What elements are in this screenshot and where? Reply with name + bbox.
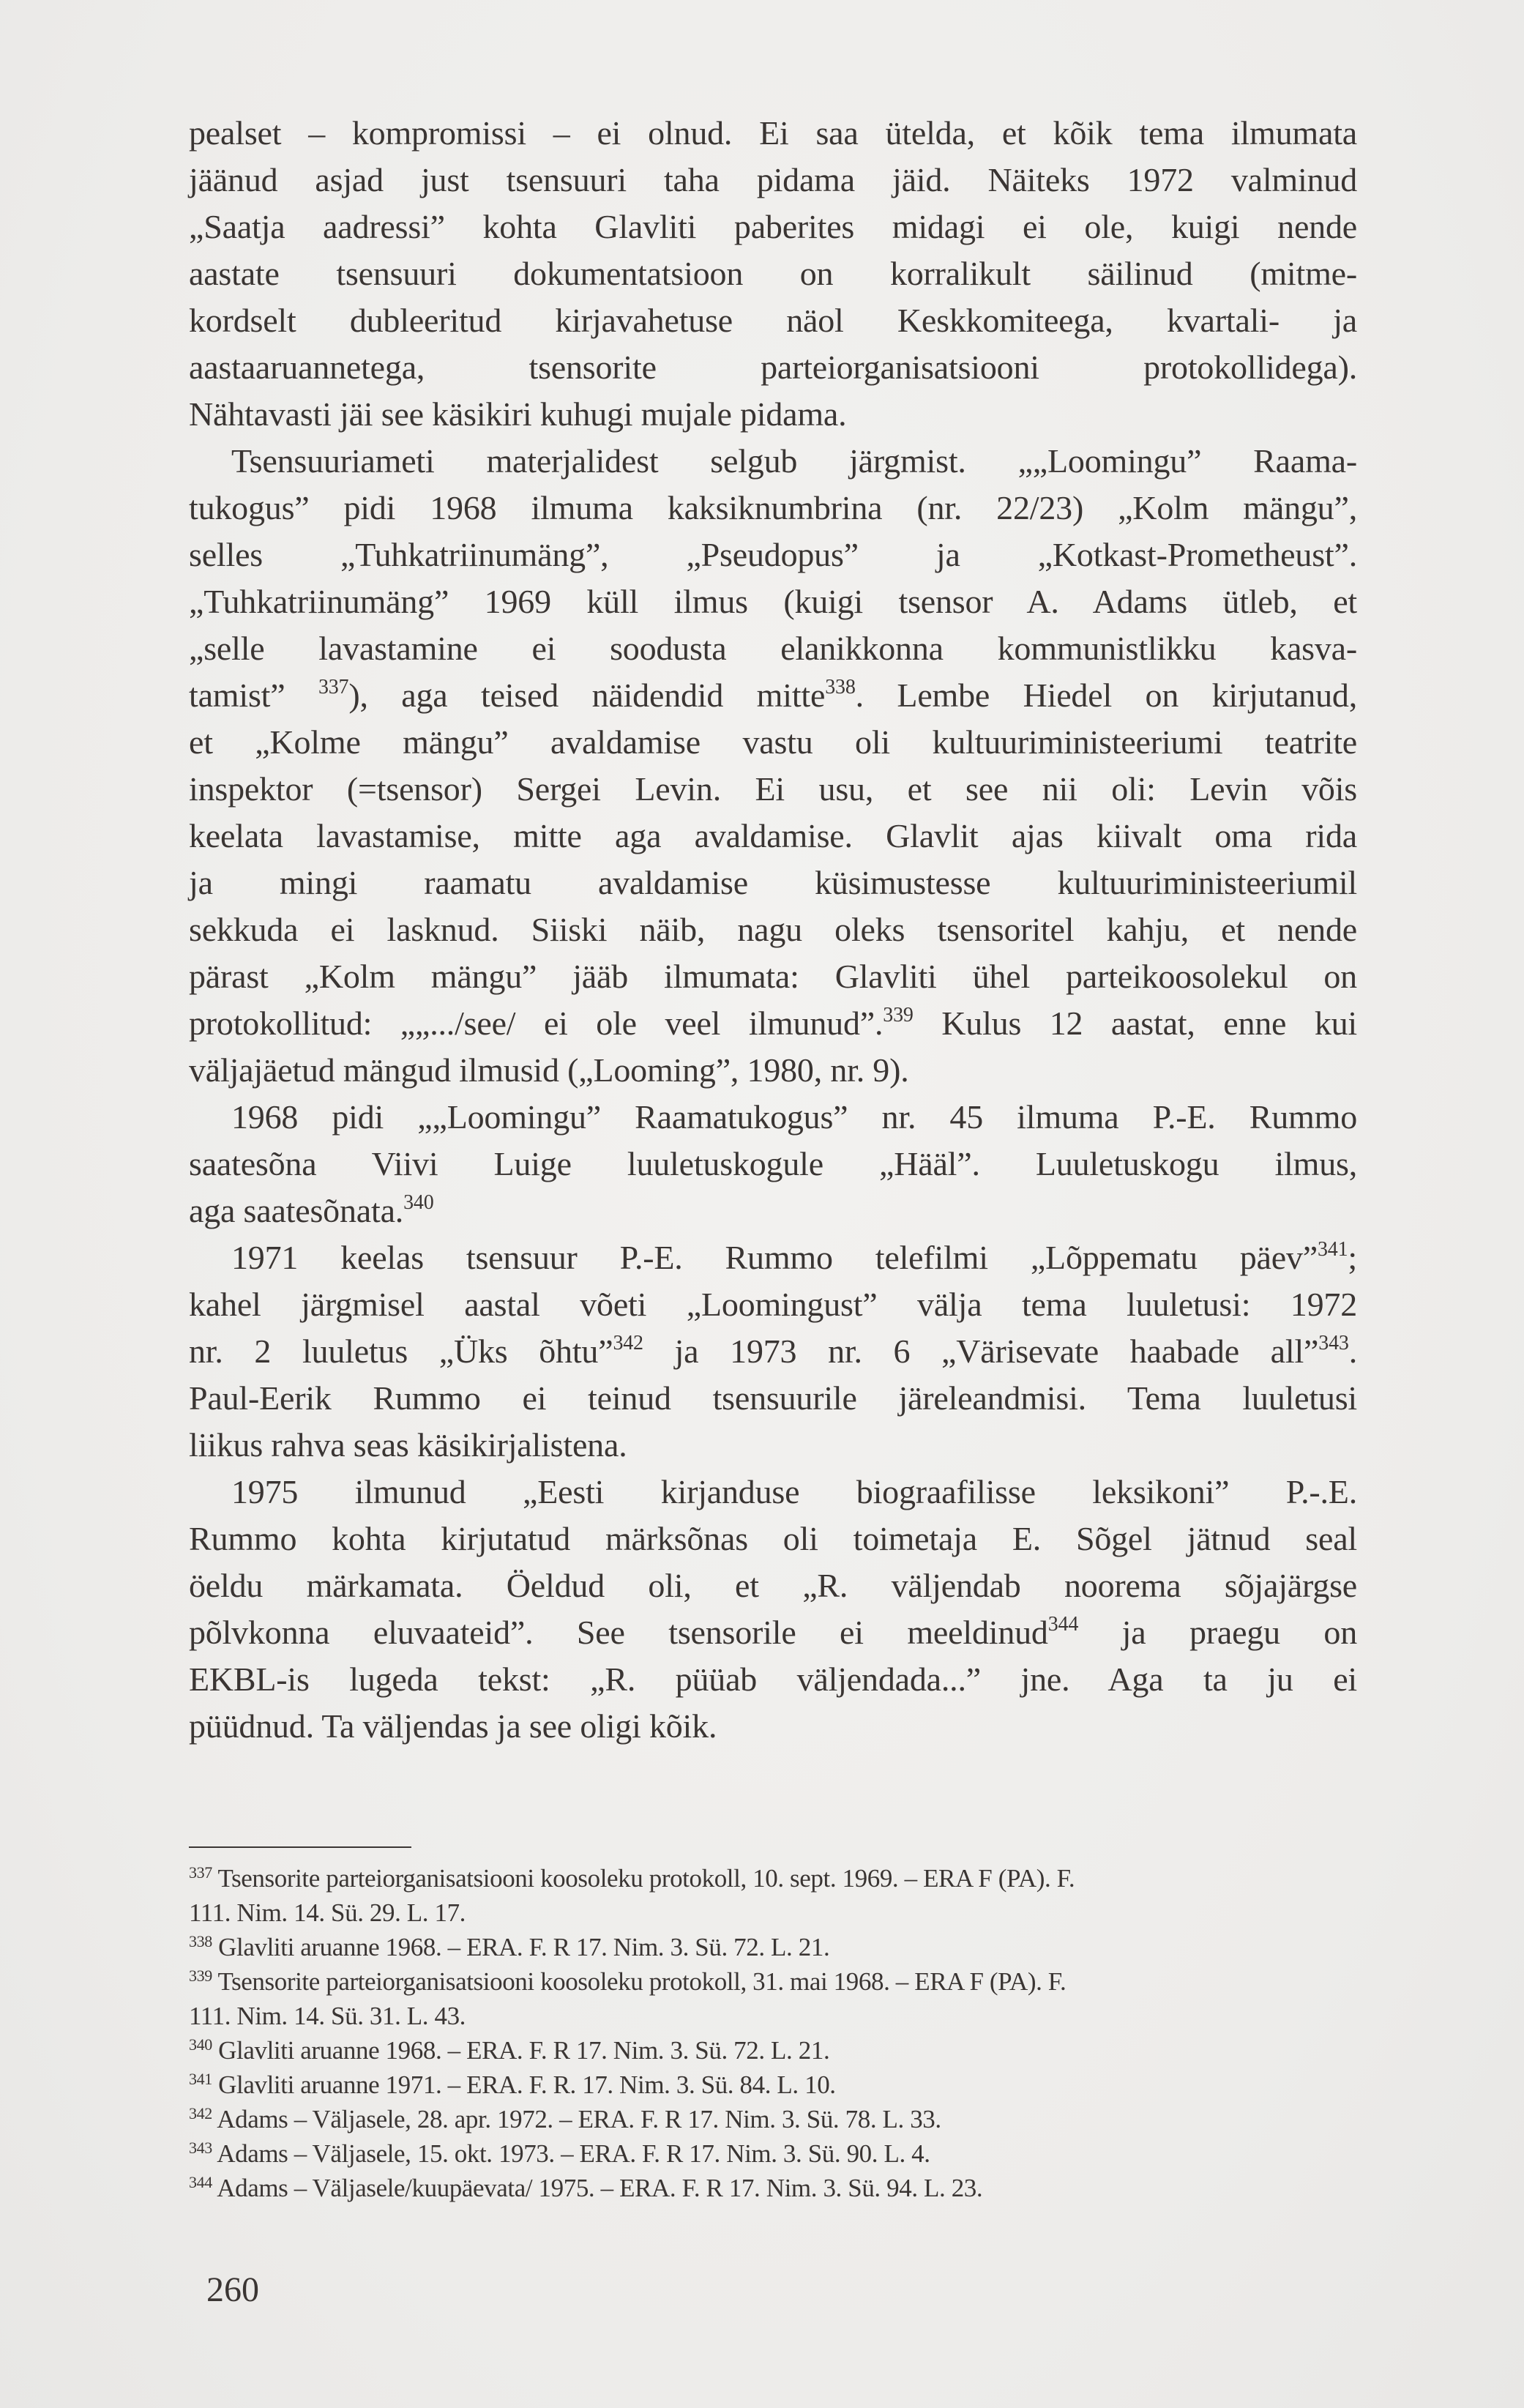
footnote-text: Adams – Väljasele/kuupäevata/ 1975. – ERA. F. R 17. Nim. 3. Sü. 94. L. 23.: [217, 2174, 983, 2202]
footnote: [189, 1964, 1357, 2033]
text-run: Kulus 12 aastat, enne kui: [913, 1004, 1357, 1042]
text-run: väljajäetud mängud ilmusid („Looming”, 1980, nr. 9).: [189, 1051, 909, 1089]
text-run: „Tuhkatriinumäng” 1969 küll ilmus (kuigi tsensor A. Adams ütleb, et: [189, 583, 1357, 620]
body-text: [189, 110, 1357, 1750]
text-run: sekkuda ei lasknud. Siiski näib, nagu oleks tsensoritel kahju, et nende: [189, 911, 1357, 948]
footnote-reference[interactable]: 338: [825, 676, 856, 698]
text-run: protokollitud: „„.../see/ ei ole veel ilmunud”.: [189, 1004, 884, 1042]
text-line: [189, 625, 1357, 672]
text-run: ), aga teised näidendid mitte: [348, 676, 826, 714]
footnote-reference[interactable]: 339: [883, 1004, 914, 1026]
text-run: EKBL-is lugeda tekst: „R. püüab väljendada...” jne. Aga ta ju ei: [189, 1660, 1357, 1698]
footnote-line: [189, 1861, 1357, 1896]
text-line: [189, 1375, 1357, 1422]
text-run: Rummo kohta kirjutatud märksõnas oli toimetaja E. Sõgel jätnud seal: [189, 1520, 1357, 1557]
text-run: ja mingi raamatu avaldamise küsimustesse kultuuriministeeriumil: [189, 864, 1357, 901]
text-run: . Lembe Hiedel on kirjutanud,: [855, 676, 1357, 714]
footnote: [189, 2171, 1357, 2205]
text-run: pärast „Kolm mängu” jääb ilmumata: Glavliti ühel parteikoosolekul on: [189, 958, 1357, 995]
text-line: [189, 1703, 1357, 1750]
text-run: Tsensuuriameti materjalidest selgub järgmist. „„Loomingu” Raama-: [231, 442, 1357, 480]
footnote-number: 340: [189, 2035, 212, 2054]
footnote-separator-rule: [189, 1846, 411, 1848]
text-run: .: [1348, 1332, 1357, 1370]
text-run: selles „Tuhkatriinumäng”, „Pseudopus” ja „Kotkast-Prometheust”.: [189, 536, 1357, 573]
text-line: [189, 110, 1357, 157]
text-run: ;: [1348, 1239, 1357, 1276]
paragraph: [189, 1469, 1357, 1750]
footnote-reference[interactable]: 343: [1318, 1332, 1349, 1354]
footnote: [189, 2102, 1357, 2136]
text-run: öeldu märkamata. Öeldud oli, et „R. väljendab noorema sõjajärgse: [189, 1567, 1357, 1604]
text-run: keelata lavastamise, mitte aga avaldamise. Glavlit ajas kiivalt oma rida: [189, 817, 1357, 854]
text-run: ja praegu on: [1078, 1614, 1357, 1651]
paragraph: [189, 438, 1357, 1094]
text-run: et „Kolme mängu” avaldamise vastu oli kultuuriministeeriumi teatrite: [189, 723, 1357, 761]
text-run: aastaaruannetega, tsensorite parteiorganisatsiooni protokollidega).: [189, 348, 1357, 386]
text-line: [189, 906, 1357, 953]
text-line: [189, 719, 1357, 766]
footnote-reference[interactable]: 342: [613, 1332, 643, 1354]
paragraph: [189, 1234, 1357, 1469]
text-line: [189, 485, 1357, 532]
footnote-reference[interactable]: 340: [403, 1191, 434, 1214]
footnote-line: [189, 2136, 1357, 2171]
text-run: nr. 2 luuletus „Üks õhtu”: [189, 1332, 613, 1370]
text-line: [189, 1141, 1357, 1188]
footnote-line: [189, 2068, 1357, 2102]
text-line: [189, 1234, 1357, 1281]
footnote: [189, 2033, 1357, 2068]
footnote-line: [189, 1930, 1357, 1964]
text-run: aastate tsensuuri dokumentatsioon on korralikult säilinud (mitme-: [189, 255, 1357, 292]
text-run: pealset – kompromissi – ei olnud. Ei saa ütelda, et kõik tema ilmumata: [189, 114, 1357, 152]
text-line: [189, 766, 1357, 813]
text-line: [189, 578, 1357, 625]
text-run: kordselt dubleeritud kirjavahetuse näol Keskkomiteega, kvartali- ja: [189, 302, 1357, 339]
footnote: [189, 2136, 1357, 2171]
footnote-number: 342: [189, 2104, 212, 2122]
footnote-number: 338: [189, 1932, 212, 1950]
footnote-line: [189, 1964, 1357, 1999]
text-run: põlvkonna eluvaateid”. See tsensorile ei meeldinud: [189, 1614, 1048, 1651]
footnote-number: 343: [189, 2139, 212, 2157]
footnote-line: [189, 2033, 1357, 2068]
text-run: Nähtavasti jäi see käsikiri kuhugi mujale pidama.: [189, 395, 847, 433]
footnote-line: [189, 2102, 1357, 2136]
text-run: 1968 pidi „„Loomingu” Raamatukogus” nr. 45 ilmuma P.-E. Rummo: [231, 1098, 1357, 1136]
text-line: [189, 532, 1357, 578]
page-number: 260: [206, 2270, 259, 2309]
text-line: [189, 813, 1357, 860]
text-run: inspektor (=tsensor) Sergei Levin. Ei usu, et see nii oli: Levin võis: [189, 770, 1357, 808]
text-line: [189, 860, 1357, 906]
text-run: kahel järgmisel aastal võeti „Loomingust” välja tema luuletusi: 1972: [189, 1286, 1357, 1323]
text-line: [189, 438, 1357, 485]
footnote-text: Tsensorite parteiorganisatsiooni koosoleku protokoll, 10. sept. 1969. – ERA F (PA). F.: [217, 1864, 1075, 1893]
footnote-line: [189, 2171, 1357, 2205]
footnote-number: 337: [189, 1863, 212, 1882]
text-run: Paul-Eerik Rummo ei teinud tsensuurile järeleandmisi. Tema luuletusi: [189, 1379, 1357, 1417]
text-run: aga saatesõnata.: [189, 1192, 404, 1229]
footnote: [189, 1861, 1357, 1930]
footnote-number: 341: [189, 2070, 212, 2088]
text-line: [189, 1656, 1357, 1703]
footnote: [189, 1930, 1357, 1964]
text-line: [189, 1609, 1357, 1656]
text-run: „selle lavastamine ei soodusta elanikkonna kommunistlikku kasva-: [189, 630, 1357, 667]
footnote-reference[interactable]: 337: [318, 676, 349, 698]
text-line: [189, 1000, 1357, 1047]
text-run: jäänud asjad just tsensuuri taha pidama jäid. Näiteks 1972 valminud: [189, 161, 1357, 198]
footnote-text: 111. Nim. 14. Sü. 29. L. 17.: [189, 1898, 466, 1927]
footnote: [189, 2068, 1357, 2102]
text-run: tukogus” pidi 1968 ilmuma kaksiknumbrina (nr. 22/23) „Kolm mängu”,: [189, 489, 1357, 526]
footnote-line: [189, 1999, 1357, 2033]
footnote-text: 111. Nim. 14. Sü. 31. L. 43.: [189, 2002, 466, 2030]
text-line: [189, 1188, 1357, 1234]
text-run: püüdnud. Ta väljendas ja see oligi kõik.: [189, 1707, 717, 1745]
text-line: [189, 250, 1357, 297]
paragraph: [189, 110, 1357, 438]
text-line: [189, 1422, 1357, 1469]
text-run: liikus rahva seas käsikirjalistena.: [189, 1426, 627, 1464]
text-run: ja 1973 nr. 6 „Värisevate haabade all”: [643, 1332, 1319, 1370]
text-line: [189, 672, 1357, 719]
footnote-text: Adams – Väljasele, 28. apr. 1972. – ERA. F. R 17. Nim. 3. Sü. 78. L. 33.: [217, 2105, 941, 2133]
text-line: [189, 1516, 1357, 1562]
text-line: [189, 1094, 1357, 1141]
footnote-text: Glavliti aruanne 1971. – ERA. F. R. 17. Nim. 3. Sü. 84. L. 10.: [218, 2070, 836, 2099]
text-run: 1971 keelas tsensuur P.-E. Rummo telefilmi „Lõppematu päev”: [231, 1239, 1318, 1276]
text-line: [189, 1328, 1357, 1375]
text-line: [189, 1281, 1357, 1328]
text-run: „Saatja aadressi” kohta Glavliti paberites midagi ei ole, kuigi nende: [189, 208, 1357, 245]
text-line: [189, 344, 1357, 391]
footnote-reference[interactable]: 344: [1047, 1613, 1079, 1636]
footnote-text: Glavliti aruanne 1968. – ERA. F. R 17. Nim. 3. Sü. 72. L. 21.: [218, 1933, 830, 1961]
text-line: [189, 157, 1357, 204]
text-run: tamist”: [189, 676, 318, 714]
text-line: [189, 953, 1357, 1000]
footnote-number: 344: [189, 2173, 212, 2191]
footnote-number: 339: [189, 1967, 212, 1985]
footnotes: [189, 1861, 1357, 2205]
text-run: 1975 ilmunud „Eesti kirjanduse biograafilisse leksikoni” P.-.E.: [231, 1473, 1357, 1510]
text-line: [189, 297, 1357, 344]
footnote-text: Tsensorite parteiorganisatsiooni koosoleku protokoll, 31. mai 1968. – ERA F (PA). F.: [217, 1967, 1067, 1996]
footnote-line: [189, 1896, 1357, 1930]
footnote-text: Glavliti aruanne 1968. – ERA. F. R 17. Nim. 3. Sü. 72. L. 21.: [218, 2036, 830, 2065]
text-line: [189, 1047, 1357, 1094]
text-line: [189, 1562, 1357, 1609]
text-line: [189, 204, 1357, 250]
text-run: saatesõna Viivi Luige luuletuskogule „Hääl”. Luuletuskogu ilmus,: [189, 1145, 1357, 1182]
text-line: [189, 391, 1357, 438]
footnote-text: Adams – Väljasele, 15. okt. 1973. – ERA. F. R 17. Nim. 3. Sü. 90. L. 4.: [217, 2139, 930, 2168]
paragraph: [189, 1094, 1357, 1234]
text-line: [189, 1469, 1357, 1516]
footnote-reference[interactable]: 341: [1318, 1238, 1348, 1261]
